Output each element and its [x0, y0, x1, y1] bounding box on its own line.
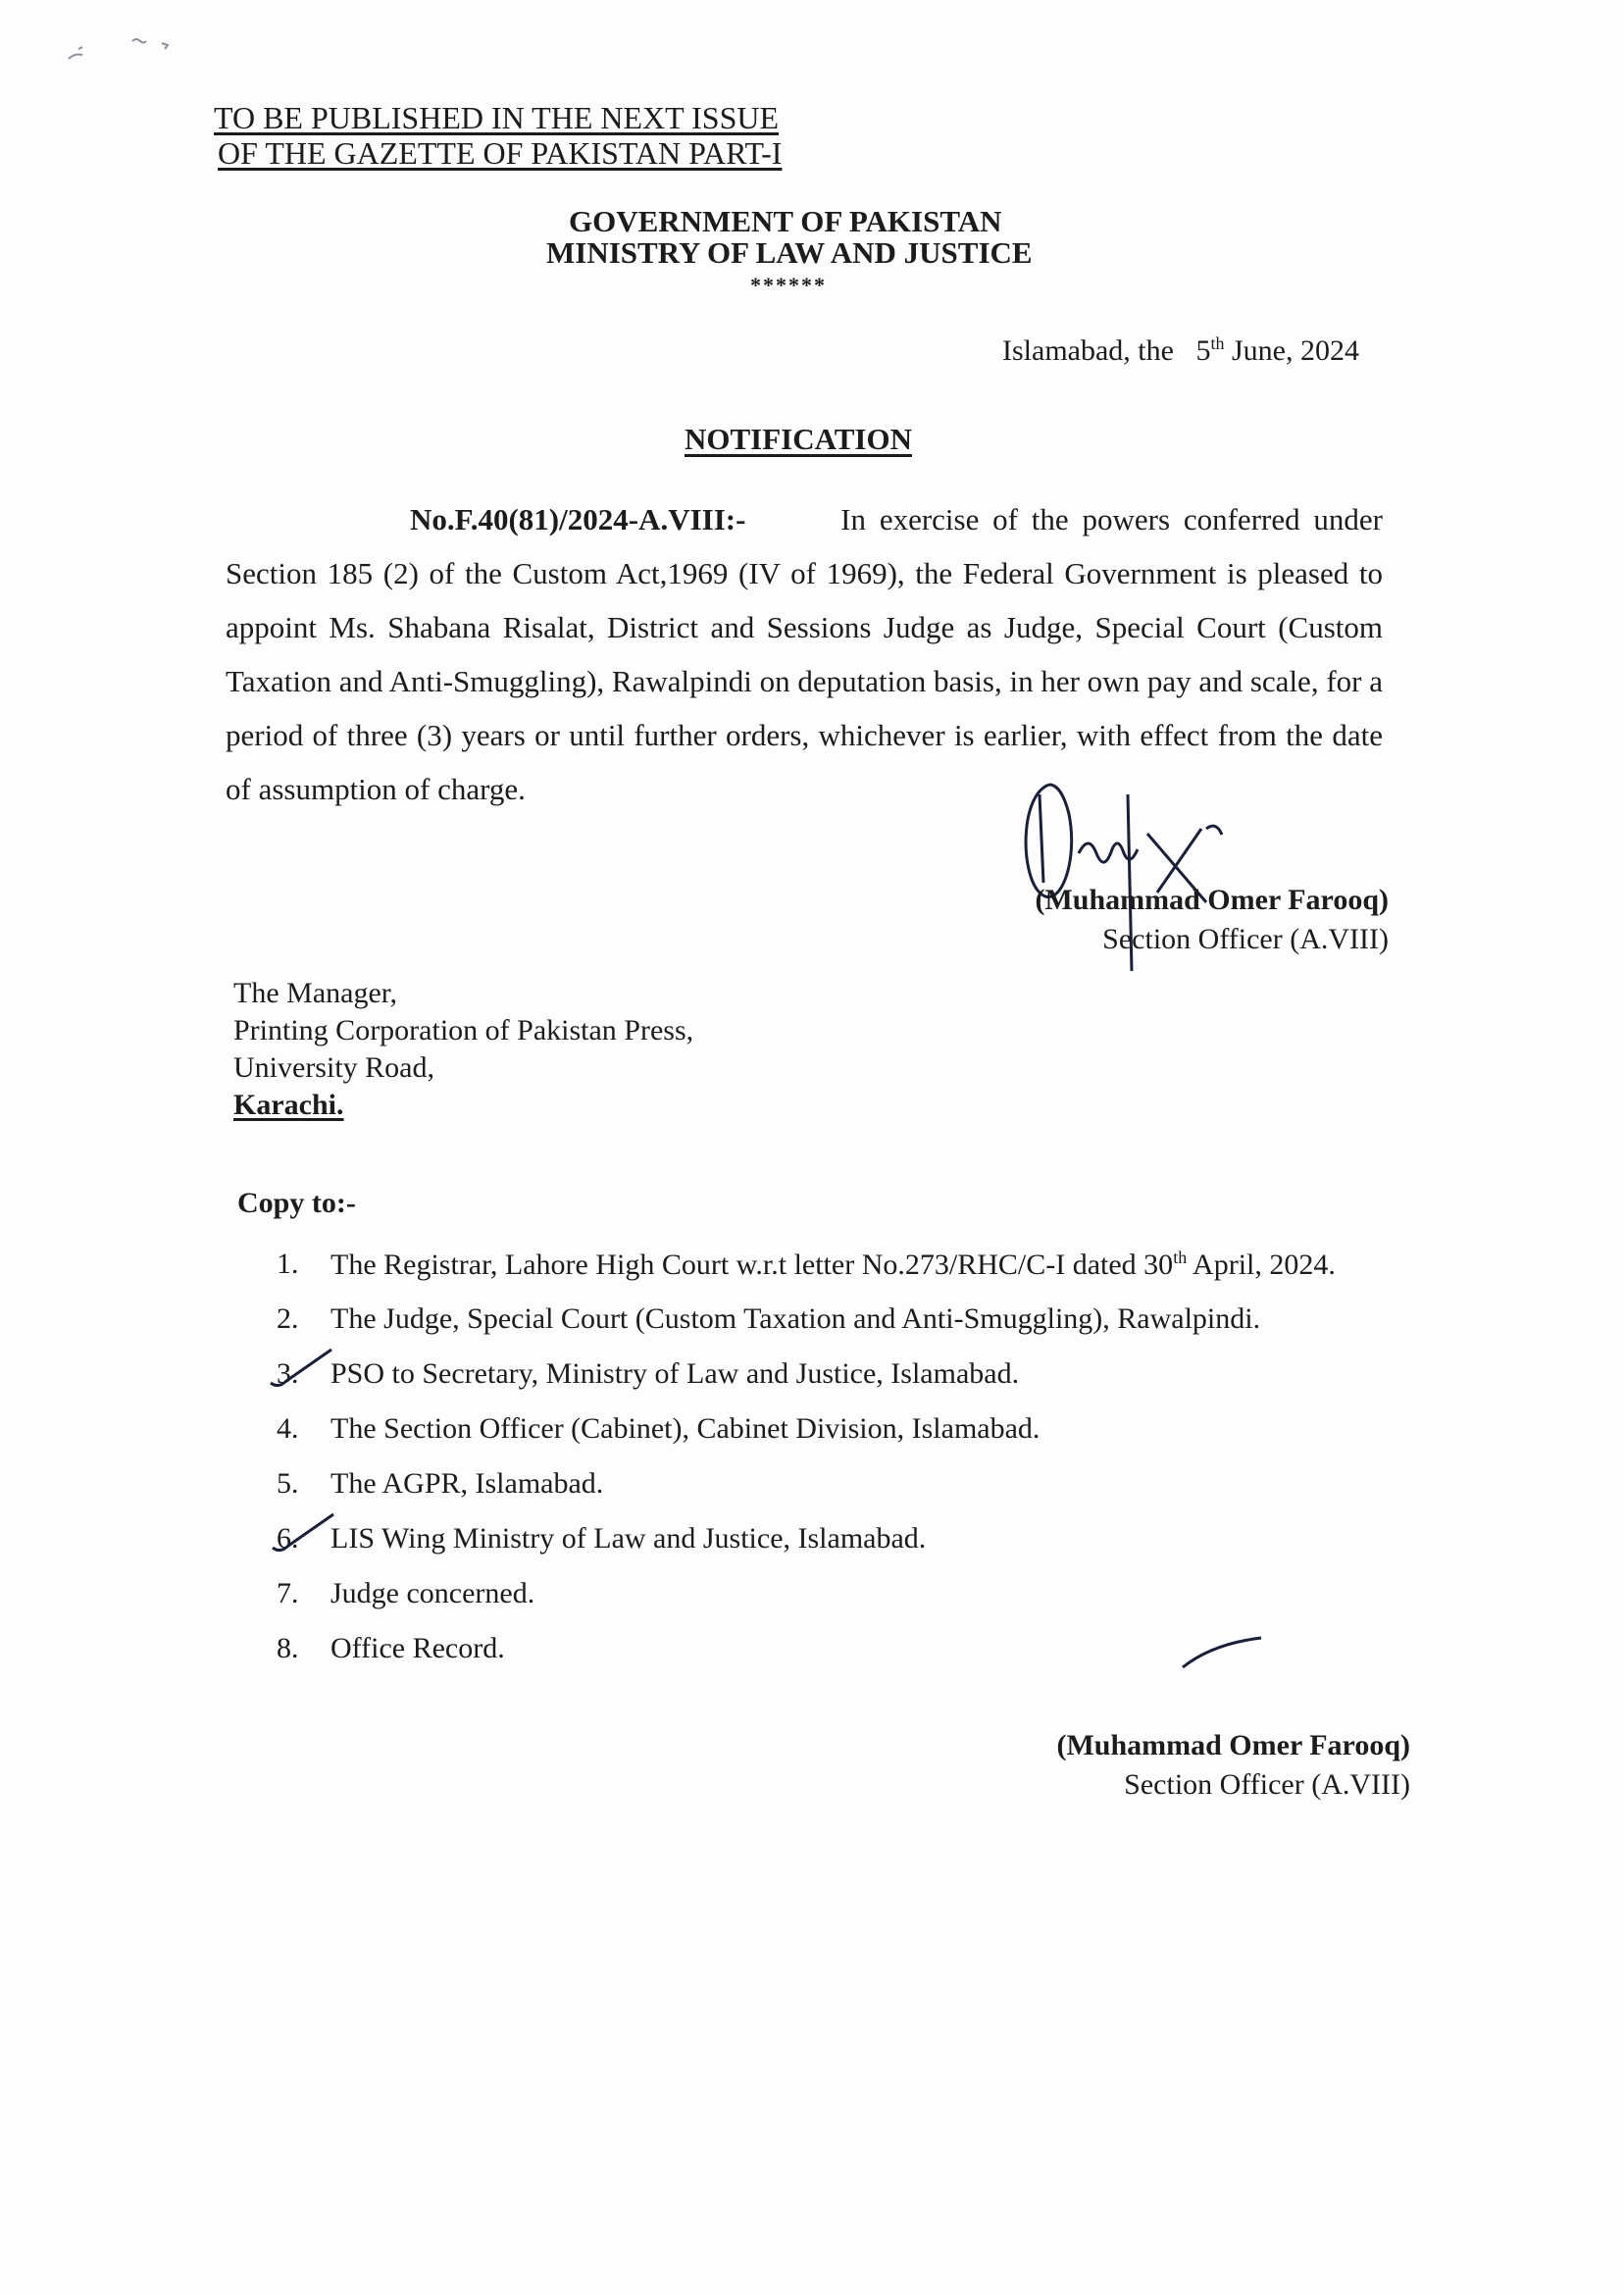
list-item-number: 3.: [277, 1357, 299, 1390]
list-item-text: LIS Wing Ministry of Law and Justice, Islamabad.: [330, 1522, 927, 1555]
list-item-text-main: The Registrar, Lahore High Court w.r.t letter No.273/RHC/C-I dated 30: [330, 1249, 1174, 1281]
list-item-text: Judge concerned.: [330, 1577, 535, 1609]
signatory-block-1: [1035, 881, 1389, 959]
list-item-text: The Section Officer (Cabinet), Cabinet Division, Islamabad.: [330, 1412, 1040, 1445]
dateline: [1002, 333, 1359, 368]
list-item: [277, 1577, 1453, 1632]
tick-mark-icon: [263, 1508, 341, 1557]
list-item-text-end: April, 2024.: [1187, 1249, 1336, 1281]
initial-mark: [1177, 1628, 1275, 1677]
list-item: [277, 1357, 1453, 1412]
signatory-name: (Muhammad Omer Farooq): [1035, 884, 1389, 916]
dateline-day-suffix: th: [1210, 333, 1225, 353]
list-item-text: The AGPR, Islamabad.: [330, 1467, 604, 1500]
notification-body-text: In exercise of the powers conferred under Section 185 (2) of the Custom Act,1969 (IV of 1969), the Federal Government is pleased to appoint Ms. Shabana Risalat, District and Sessions Judge as Judge, Special Court (Custom Taxation and Anti-Smuggling), Rawalpindi on deputation basis, in her own pay and scale, for a period of three (3) years or until further orders, whichever is earlier, with effect from the date of assumption of charge.: [226, 502, 1384, 806]
copy-to-list: [277, 1248, 1453, 1687]
addressee-line-1: The Manager,: [233, 977, 398, 1009]
tick-mark-icon: [263, 1344, 341, 1393]
signatory-designation: Section Officer (A.VIII): [1124, 1768, 1410, 1801]
list-item: [277, 1302, 1453, 1357]
ministry-heading: MINISTRY OF LAW AND JUSTICE: [546, 235, 1033, 270]
list-item-text: The Judge, Special Court (Custom Taxation and Anti-Smuggling), Rawalpindi.: [330, 1302, 1261, 1335]
list-item-number: 4.: [277, 1412, 299, 1445]
signatory-name: (Muhammad Omer Farooq): [1056, 1729, 1410, 1761]
notification-reference: No.F.40(81)/2024-A.VIII:-: [410, 502, 746, 536]
addressee-line-3: University Road,: [233, 1051, 434, 1084]
government-heading: GOVERNMENT OF PAKISTAN: [569, 204, 1002, 238]
signatory-block-2: [1056, 1726, 1410, 1805]
dateline-month-year: June, 2024: [1231, 334, 1359, 367]
list-item: [277, 1467, 1453, 1522]
dateline-day: 5: [1195, 334, 1211, 367]
list-item: [277, 1522, 1453, 1577]
list-item: [277, 1248, 1453, 1302]
list-item-number: 1.: [277, 1248, 299, 1280]
signatory-designation: Section Officer (A.VIII): [1102, 923, 1389, 955]
addressee-block: [233, 975, 693, 1124]
list-item-number: 5.: [277, 1467, 299, 1500]
stray-marks: [59, 29, 186, 69]
list-item-text: PSO to Secretary, Ministry of Law and Justice, Islamabad.: [330, 1357, 1020, 1390]
copy-to-title: Copy to:-: [237, 1187, 356, 1219]
dateline-prefix: Islamabad, the: [1002, 334, 1174, 367]
list-item-number: 8.: [277, 1632, 299, 1664]
addressee-line-2: Printing Corporation of Pakistan Press,: [233, 1014, 694, 1046]
list-item-number: 2.: [277, 1302, 299, 1335]
list-item-text: Office Record.: [330, 1632, 505, 1664]
heading-separator: ******: [750, 273, 827, 297]
publish-notice-line-1: TO BE PUBLISHED IN THE NEXT ISSUE: [214, 100, 780, 135]
addressee-city: Karachi.: [233, 1089, 344, 1121]
list-item-number: 6.: [277, 1522, 299, 1555]
list-item-number: 7.: [277, 1577, 299, 1609]
notification-title: NOTIFICATION: [685, 422, 912, 456]
notification-body: [226, 492, 1383, 816]
list-item-text-sup: th: [1173, 1248, 1188, 1267]
publish-notice-line-2: OF THE GAZETTE OF PAKISTAN PART-I: [218, 135, 783, 171]
list-item-text: [330, 1248, 1336, 1282]
list-item: [277, 1412, 1453, 1467]
list-item: [277, 1632, 1453, 1687]
